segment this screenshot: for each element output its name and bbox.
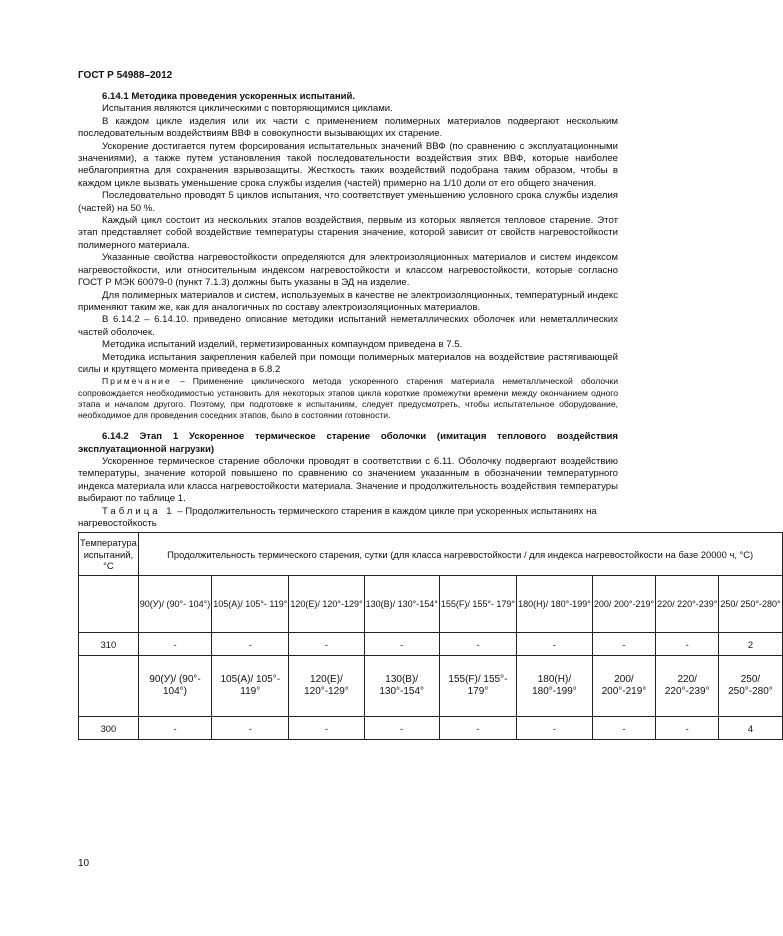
note-paragraph (78, 376, 618, 421)
class-header-cell: 200/ 200°-219° (592, 656, 655, 717)
table-caption-label: Таблица 1 (102, 505, 175, 517)
temperature-cell: 310 (79, 633, 139, 656)
temperature-cell: 300 (79, 717, 139, 740)
page-number: 10 (78, 858, 90, 869)
duration-cell: - (364, 633, 439, 656)
table-caption (78, 506, 618, 531)
duration-span-header: Продолжительность термического старения, сутки (для класса нагревостойкости / для индекса нагревостойкости на базе 20000 ч, °С) (138, 533, 782, 576)
table-row (79, 633, 783, 656)
empty-cell (79, 576, 139, 633)
duration-cell: - (138, 633, 211, 656)
class-header-cell: 155(F)/ 155°- 179° (439, 656, 516, 717)
class-header-cell: 105(А)/ 105°- 119° (212, 576, 289, 633)
note-label: Примечание (102, 376, 172, 387)
body-paragraph: Методика испытаний изделий, герметизированных компаундом приведена в 7.5. (102, 339, 463, 351)
duration-cell: - (656, 717, 719, 740)
duration-cell: - (289, 633, 364, 656)
body-paragraph: В 6.14.2 – 6.14.10. приведено описание методики испытаний неметаллических оболочек или неметаллических частей оболочек. (78, 314, 618, 338)
document-body (78, 91, 781, 740)
duration-cell: - (138, 717, 211, 740)
class-header-cell: 180(Н)/ 180°-199° (517, 656, 593, 717)
body-paragraph: Указанные свойства нагревостойкости определяются для электроизоляционных материалов и систем индексом нагревостойкости, или относительным индексом нагревостойкости и классом нагревостойкости, которые согласно ГОСТ Р МЭК 60079-0 (пункт 7.1.3) должны быть указаны в ЭД на изделие. (78, 252, 618, 289)
body-paragraph: Каждый цикл состоит из нескольких этапов воздействия, первым из которых является тепловое старение. Этот этап представляет собой воздействие температуры старения значение, которой зависит от свойств нагревостойкости полимерного материала. (78, 215, 618, 251)
duration-cell: - (517, 633, 593, 656)
empty-cell (79, 656, 139, 717)
body-paragraph: Методика испытания закрепления кабелей при помощи полимерных материалов на воздействие растягивающей силы и крутящего момента приведена в 6.8.2 (78, 351, 618, 375)
class-header-cell: 120(Е)/ 120°-129° (289, 576, 364, 633)
section-6-14-1 (78, 91, 618, 376)
note-text: – Применение циклического метода ускоренного старения материала неметаллической оболочки сопровождается необходимостью установить для некоторых этапов цикла короткие промежутки времени между окончанием одного этапа и началом другого. Поэтому, при подготовке к испытаниям, следует предусмотреть, чтобы испытательное оборудование, необходимое для проведения соседних этапов, было в состоянии готовности. (78, 376, 618, 420)
class-header-cell: 90(У)/ (90°- 104°) (138, 656, 211, 717)
table-header-row (79, 533, 783, 576)
duration-cell: - (364, 717, 439, 740)
body-paragraph: Испытания являются циклическими с повторяющимися циклами. (102, 103, 393, 115)
body-paragraph: Для полимерных материалов и систем, используемых в качестве не электроизоляционных, температурный индекс применяют таким же, как для аналогичных по составу электроизоляционных материалов. (78, 289, 618, 313)
section-6-14-2-heading: 6.14.2 Этап 1 Ускоренное термическое старение оболочки (имитация теплового воздействия эксплуатационной нагрузки) (78, 431, 618, 455)
duration-cell: 4 (719, 717, 782, 740)
class-header-cell: 90(У)/ (90°- 104°) (138, 576, 211, 633)
section-6-14-2-body: Ускоренное термическое старение оболочки проводят в соответствии с 6.11. Оболочку подвергают воздействию температуры, значение которой повышено по сравнению со значением указанным в обозначении температурного индекса материала или класса нагревостойкости материала. Значение и продолжительность воздействия температуры выбирают по таблице 1. (78, 455, 618, 505)
class-header-cell: 130(В)/ 130°-154° (364, 576, 439, 633)
temperature-column-header: Температура испытаний, °С (79, 533, 139, 576)
document-header: ГОСТ Р 54988–2012 (78, 70, 173, 81)
aging-duration-table (78, 532, 783, 740)
section-6-14-1-heading: 6.14.1 Методика проведения ускоренных испытаний. (102, 91, 356, 102)
duration-cell: - (517, 717, 593, 740)
duration-cell: - (212, 633, 289, 656)
body-paragraph: Ускорение достигается путем форсирования испытательных значений ВВФ (по сравнению с эксплуатационными значениями), а также путем установления такой последовательности воздействия этих ВВФ, которые наиболее неблагоприятна для сохранения взрывозащиты. Жесткость таких воздействий подобрана таким образом, чтобы в каждом цикле вызвать уменьшение срока службы изделия (частей) примерно на 1/10 доли от его общего значения. (78, 140, 618, 189)
duration-cell: - (289, 717, 364, 740)
class-header-cell: 105(А)/ 105°- 119° (212, 656, 289, 717)
class-header-cell: 250/ 250°-280° (719, 656, 782, 717)
duration-cell: - (592, 717, 655, 740)
body-paragraph: Последовательно проводят 5 циклов испытания, что соответствует уменьшению условного срока службы изделия (частей) на 50 %. (78, 190, 618, 214)
class-header-cell: 120(Е)/ 120°-129° (289, 656, 364, 717)
class-header-cell: 155(F)/ 155°- 179° (439, 576, 516, 633)
duration-cell: - (439, 717, 516, 740)
body-paragraph: В каждом цикле изделия или их части с применением полимерных материалов подвергают нескольким последовательным воздействиям ВВФ в совокупности вызывающих их старение. (78, 115, 618, 140)
class-header-cell: 250/ 250°-280° (719, 576, 782, 633)
class-header-cell: 200/ 200°-219° (592, 576, 655, 633)
class-header-cell: 180(Н)/ 180°-199° (517, 576, 593, 633)
duration-cell: 2 (719, 633, 782, 656)
duration-cell: - (212, 717, 289, 740)
class-header-cell: 220/ 220°-239° (656, 576, 719, 633)
class-header-cell: 220/ 220°-239° (656, 656, 719, 717)
duration-cell: - (592, 633, 655, 656)
duration-cell: - (656, 633, 719, 656)
table-caption-text: – Продолжительность термического старения в каждом цикле при ускоренных испытаниях на нагревостойкость (78, 505, 597, 529)
class-header-row (79, 576, 783, 633)
class-header-row-repeat (79, 656, 783, 717)
duration-cell: - (439, 633, 516, 656)
class-header-cell: 130(В)/ 130°-154° (364, 656, 439, 717)
table-row (79, 717, 783, 740)
